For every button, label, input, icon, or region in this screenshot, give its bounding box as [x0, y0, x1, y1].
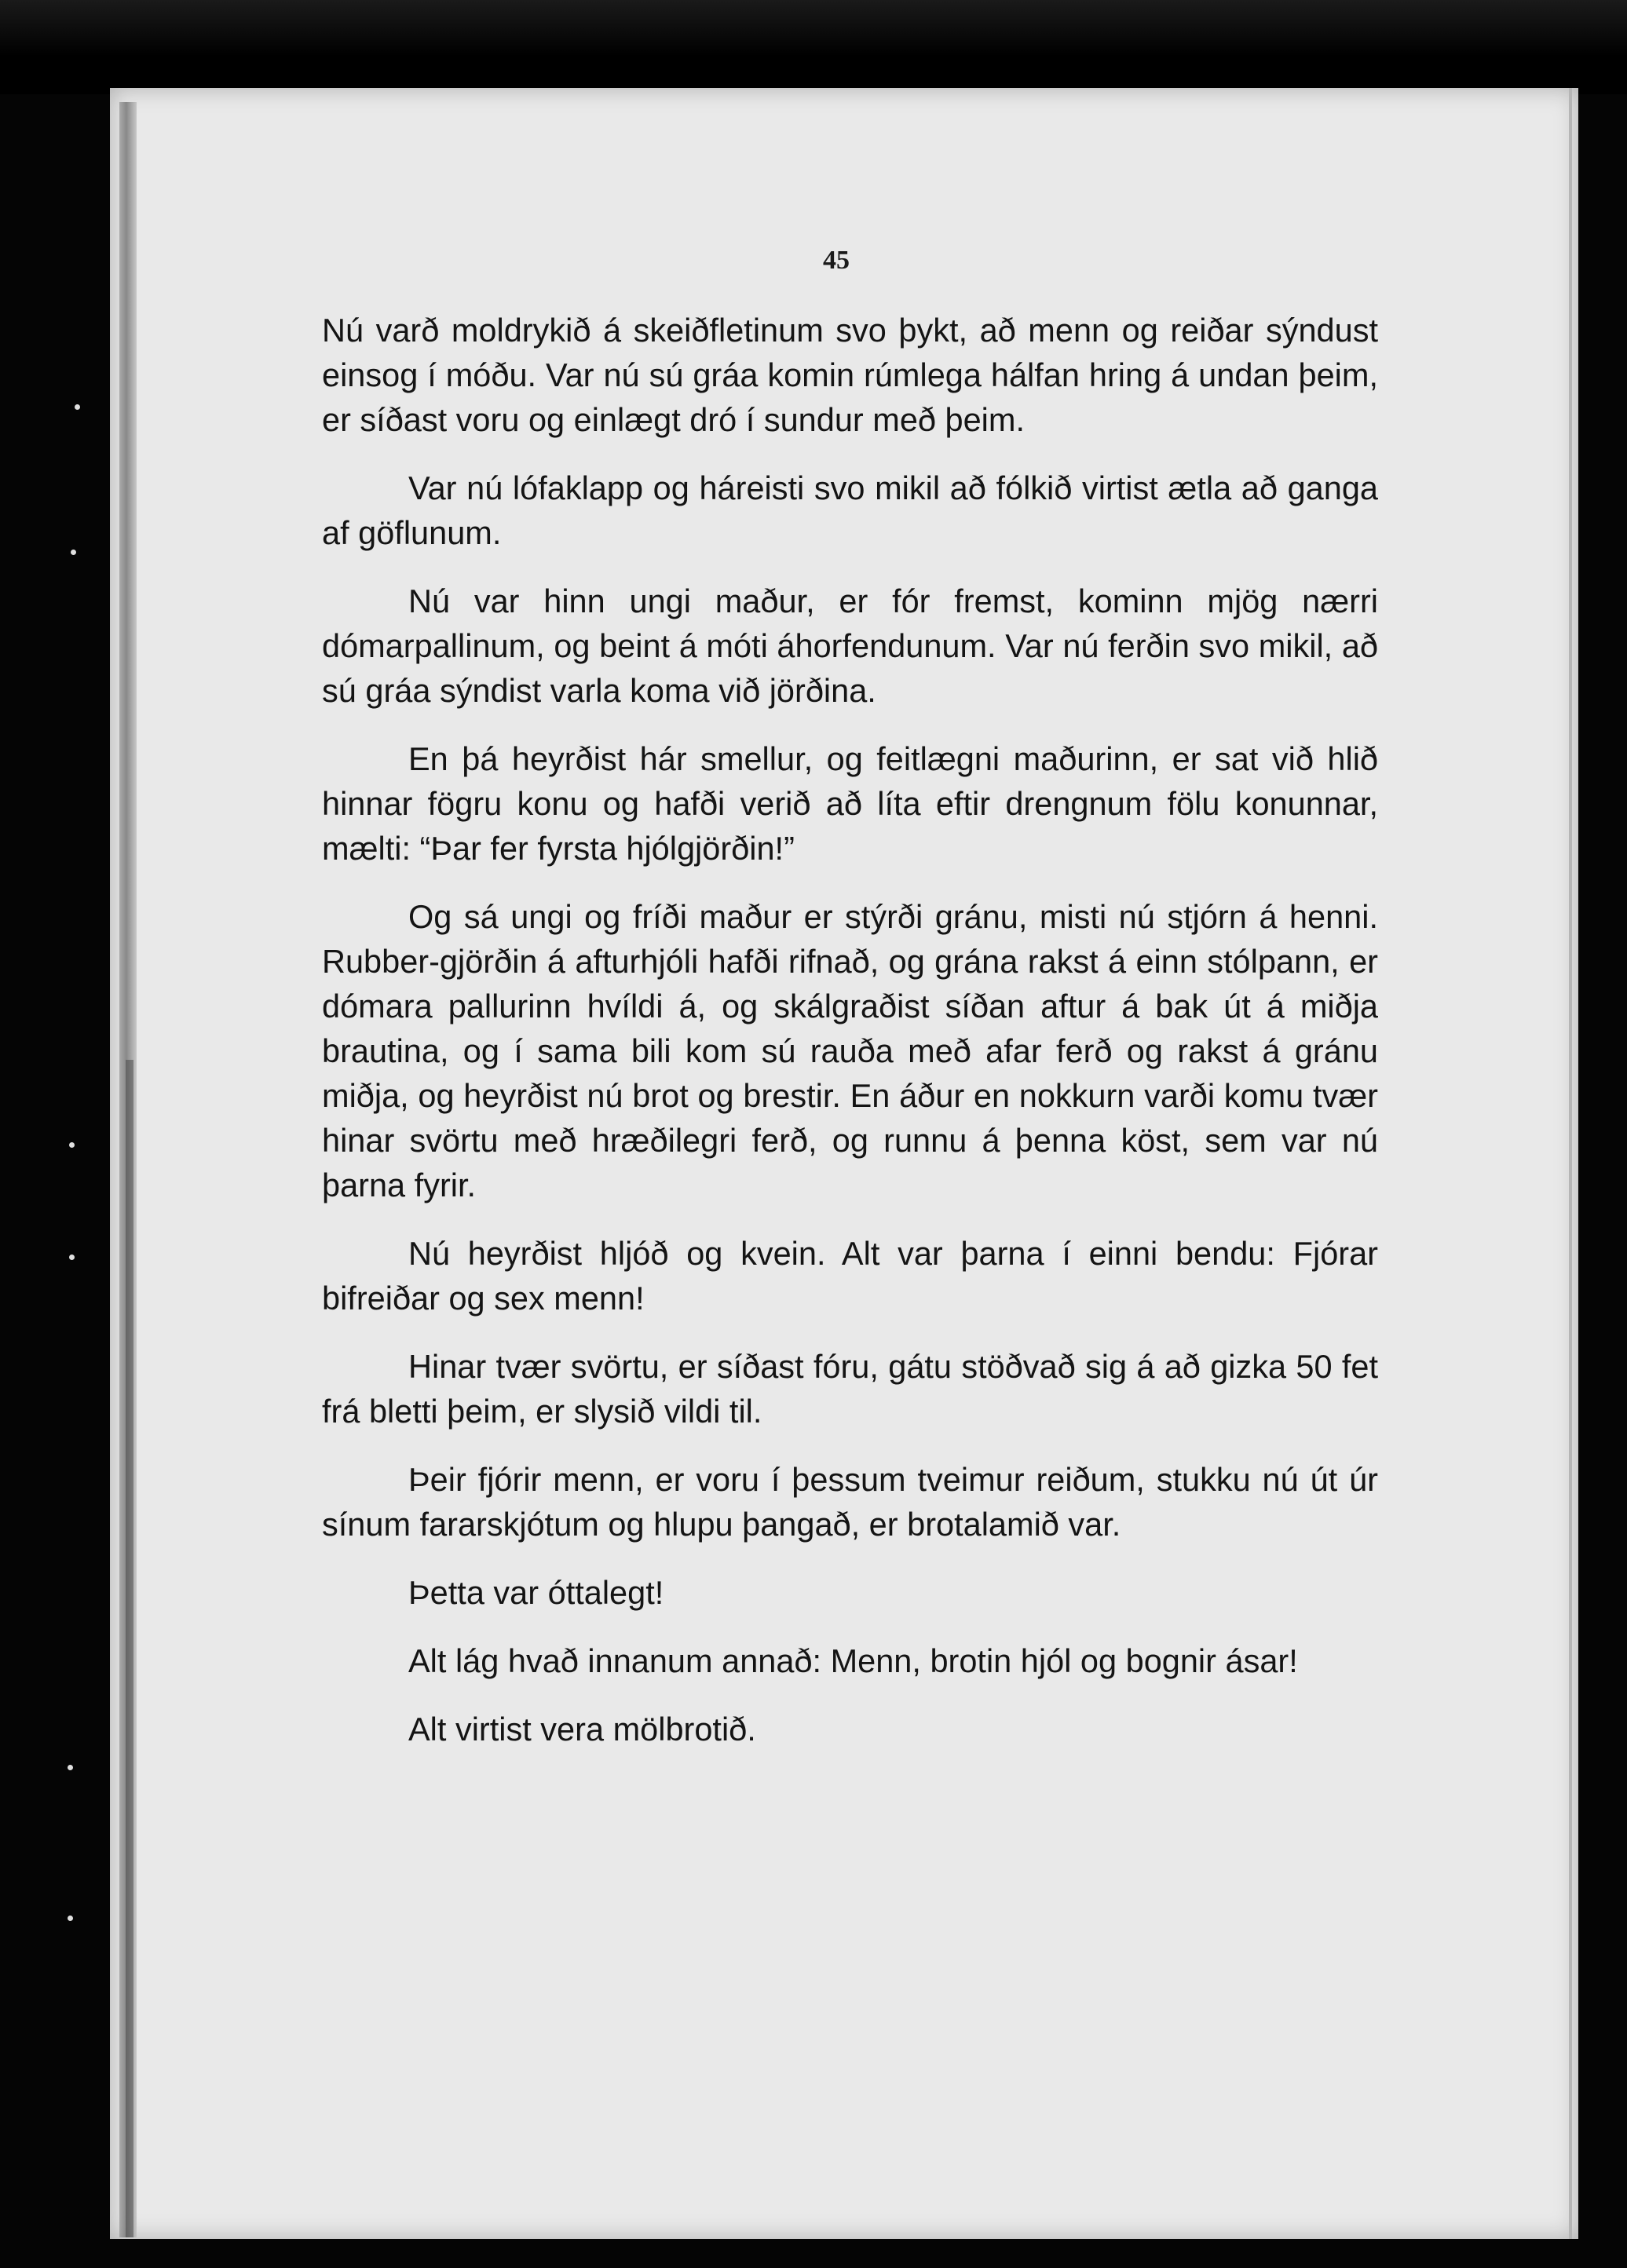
scan-speck — [68, 1916, 73, 1921]
page-gutter-shadow — [126, 1060, 133, 2237]
scan-speck — [68, 1765, 73, 1770]
page-number: 45 — [823, 246, 850, 275]
page-right-edge — [1569, 88, 1572, 2239]
paragraph: Nú var hinn ungi maður, er fór fremst, kominn mjög nærri dómarpallinum, og beint á móti áhorfendunum. Var nú ferðin svo mikil, að sú gráa sýndist varla koma við jörðina. — [322, 583, 1378, 709]
scan-top-border — [0, 0, 1627, 94]
paragraph: Nú heyrðist hljóð og kvein. Alt var þarna í einni bendu: Fjórar bifreiðar og sex menn! — [322, 1235, 1378, 1317]
paragraph: En þá heyrðist hár smellur, og feitlægni maðurinn, er sat við hlið hinnar fögru konu og hafði verið að líta eftir drengnum fölu konunnar, mælti: “Þar fer fyrsta hjólgjörðin!” — [322, 740, 1378, 867]
paragraph: Þeir fjórir menn, er voru í þessum tveimur reiðum, stukku nú út úr sínum fararskjótum og hlupu þangað, er brotalamið var. — [322, 1461, 1378, 1543]
paragraph: Nú varð moldrykið á skeiðfletinum svo þykt, að menn og reiðar sýndust einsog í móðu. Var nú sú gráa komin rúmlega hálfan hring á undan þeim, er síðast voru og einlægt dró í sundur með þeim. — [322, 312, 1378, 438]
body-text — [322, 308, 1378, 1775]
scan-speck — [71, 550, 76, 555]
scan-speck — [69, 1142, 75, 1148]
paragraph: Alt virtist vera mölbrotið. — [408, 1711, 756, 1748]
paragraph: Alt lág hvað innanum annað: Menn, brotin hjól og bognir ásar! — [408, 1642, 1298, 1679]
scan-speck — [69, 1255, 75, 1260]
paragraph: Hinar tvær svörtu, er síðast fóru, gátu stöðvað sig á að gizka 50 fet frá bletti þeim, er slysið vildi til. — [322, 1348, 1378, 1430]
scan-speck — [75, 404, 80, 410]
paragraph: Þetta var óttalegt! — [408, 1574, 664, 1611]
paragraph: Var nú lófaklapp og háreisti svo mikil að fólkið virtist ætla að ganga af göflunum. — [322, 469, 1378, 551]
paragraph: Og sá ungi og fríði maður er stýrði gránu, misti nú stjórn á henni. Rubber-gjörðin á afturhjóli hafði rifnað, og grána rakst á einn stólpann, er dómara pallurinn hvíldi á, og skálgraðist síðan aftur á bak út á miðja brautina, og í sama bili kom sú rauða með afar ferð og rakst á gránu miðja, og heyrðist nú brot og brestir. En áður en nokkurn varði komu tvær hinar svörtu með hræðilegri ferð, og runnu á þenna köst, sem var nú þarna fyrir. — [322, 898, 1378, 1203]
